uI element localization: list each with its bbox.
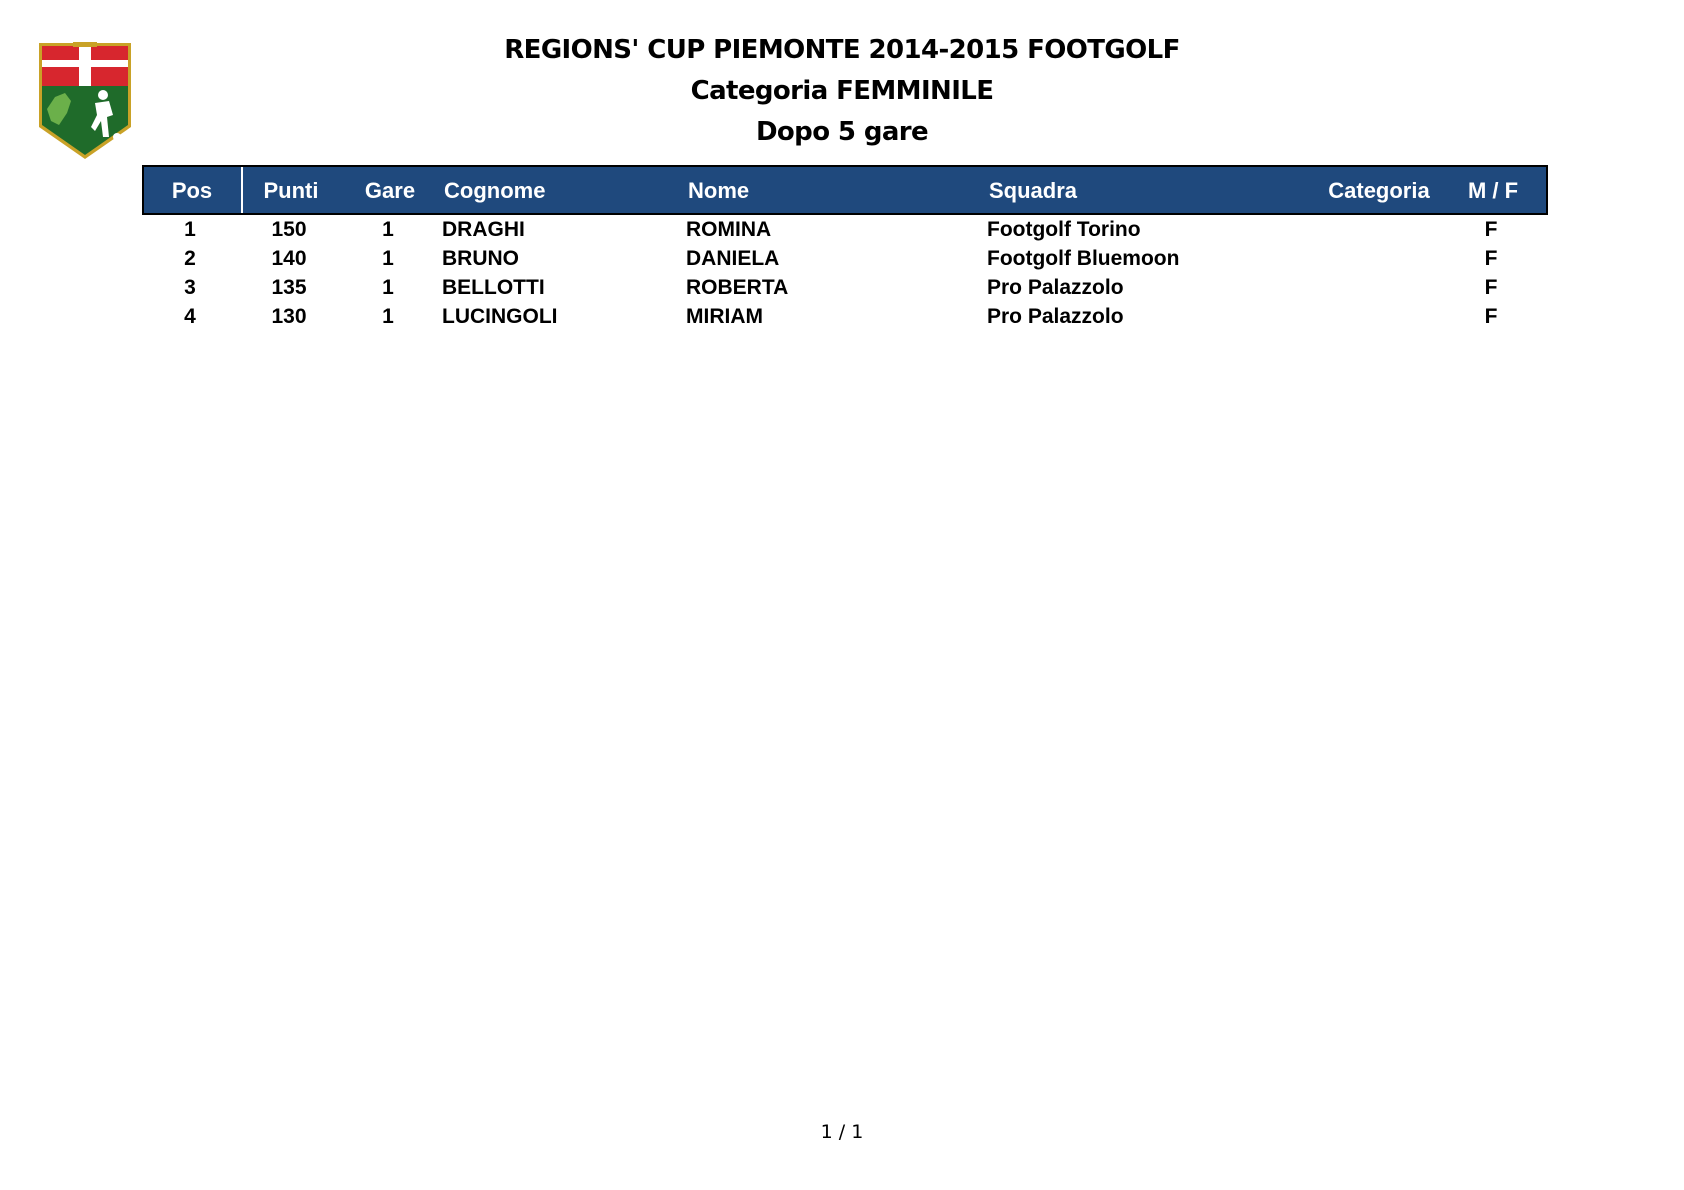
header-cognome: Cognome bbox=[444, 178, 546, 203]
header-categoria: Categoria bbox=[1328, 178, 1430, 203]
table-row bbox=[142, 244, 1548, 273]
table-row bbox=[142, 273, 1548, 302]
cell-punti: 140 bbox=[271, 247, 307, 270]
page-number: 1 / 1 bbox=[820, 1121, 864, 1143]
header-mf: M / F bbox=[1467, 178, 1519, 203]
cell-pos: 4 bbox=[184, 305, 196, 328]
cell-nome: DANIELA bbox=[686, 247, 780, 270]
cell-squadra: Pro Palazzolo bbox=[987, 276, 1124, 299]
table-header bbox=[142, 165, 1548, 215]
cell-cognome: BELLOTTI bbox=[442, 276, 545, 299]
standings-table bbox=[142, 165, 1548, 331]
cell-punti: 130 bbox=[271, 305, 307, 328]
cell-squadra: Footgolf Torino bbox=[987, 218, 1141, 241]
title-line-2: Categoria FEMMINILE bbox=[690, 76, 994, 106]
cell-pos: 3 bbox=[184, 276, 196, 299]
cell-nome: ROBERTA bbox=[686, 276, 789, 299]
table-row bbox=[142, 215, 1548, 244]
cell-squadra: Pro Palazzolo bbox=[987, 305, 1124, 328]
cell-gare: 1 bbox=[382, 276, 394, 299]
title-line-1: REGIONS' CUP PIEMONTE 2014-2015 FOOTGOLF bbox=[504, 35, 1180, 65]
cell-gare: 1 bbox=[382, 247, 394, 270]
title-line-3: Dopo 5 gare bbox=[755, 117, 929, 147]
cell-mf: F bbox=[1484, 218, 1498, 241]
header-squadra: Squadra bbox=[989, 178, 1078, 203]
cell-mf: F bbox=[1484, 305, 1498, 328]
cell-squadra: Footgolf Bluemoon bbox=[987, 247, 1180, 270]
cell-nome: MIRIAM bbox=[686, 305, 763, 328]
header-punti: Punti bbox=[263, 178, 319, 203]
cell-cognome: DRAGHI bbox=[442, 218, 525, 241]
cell-mf: F bbox=[1484, 247, 1498, 270]
cell-punti: 135 bbox=[271, 276, 307, 299]
table-row bbox=[142, 302, 1548, 331]
cell-nome: ROMINA bbox=[686, 218, 772, 241]
header-nome: Nome bbox=[688, 178, 750, 203]
cell-mf: F bbox=[1484, 276, 1498, 299]
cell-cognome: LUCINGOLI bbox=[442, 305, 558, 328]
cell-pos: 1 bbox=[184, 218, 196, 241]
cell-gare: 1 bbox=[382, 218, 394, 241]
cell-punti: 150 bbox=[271, 218, 307, 241]
document-title bbox=[0, 30, 1684, 153]
cell-pos: 2 bbox=[184, 247, 196, 270]
cell-cognome: BRUNO bbox=[442, 247, 519, 270]
header-gare: Gare bbox=[364, 178, 416, 203]
cell-gare: 1 bbox=[382, 305, 394, 328]
header-pos: Pos bbox=[171, 178, 213, 203]
